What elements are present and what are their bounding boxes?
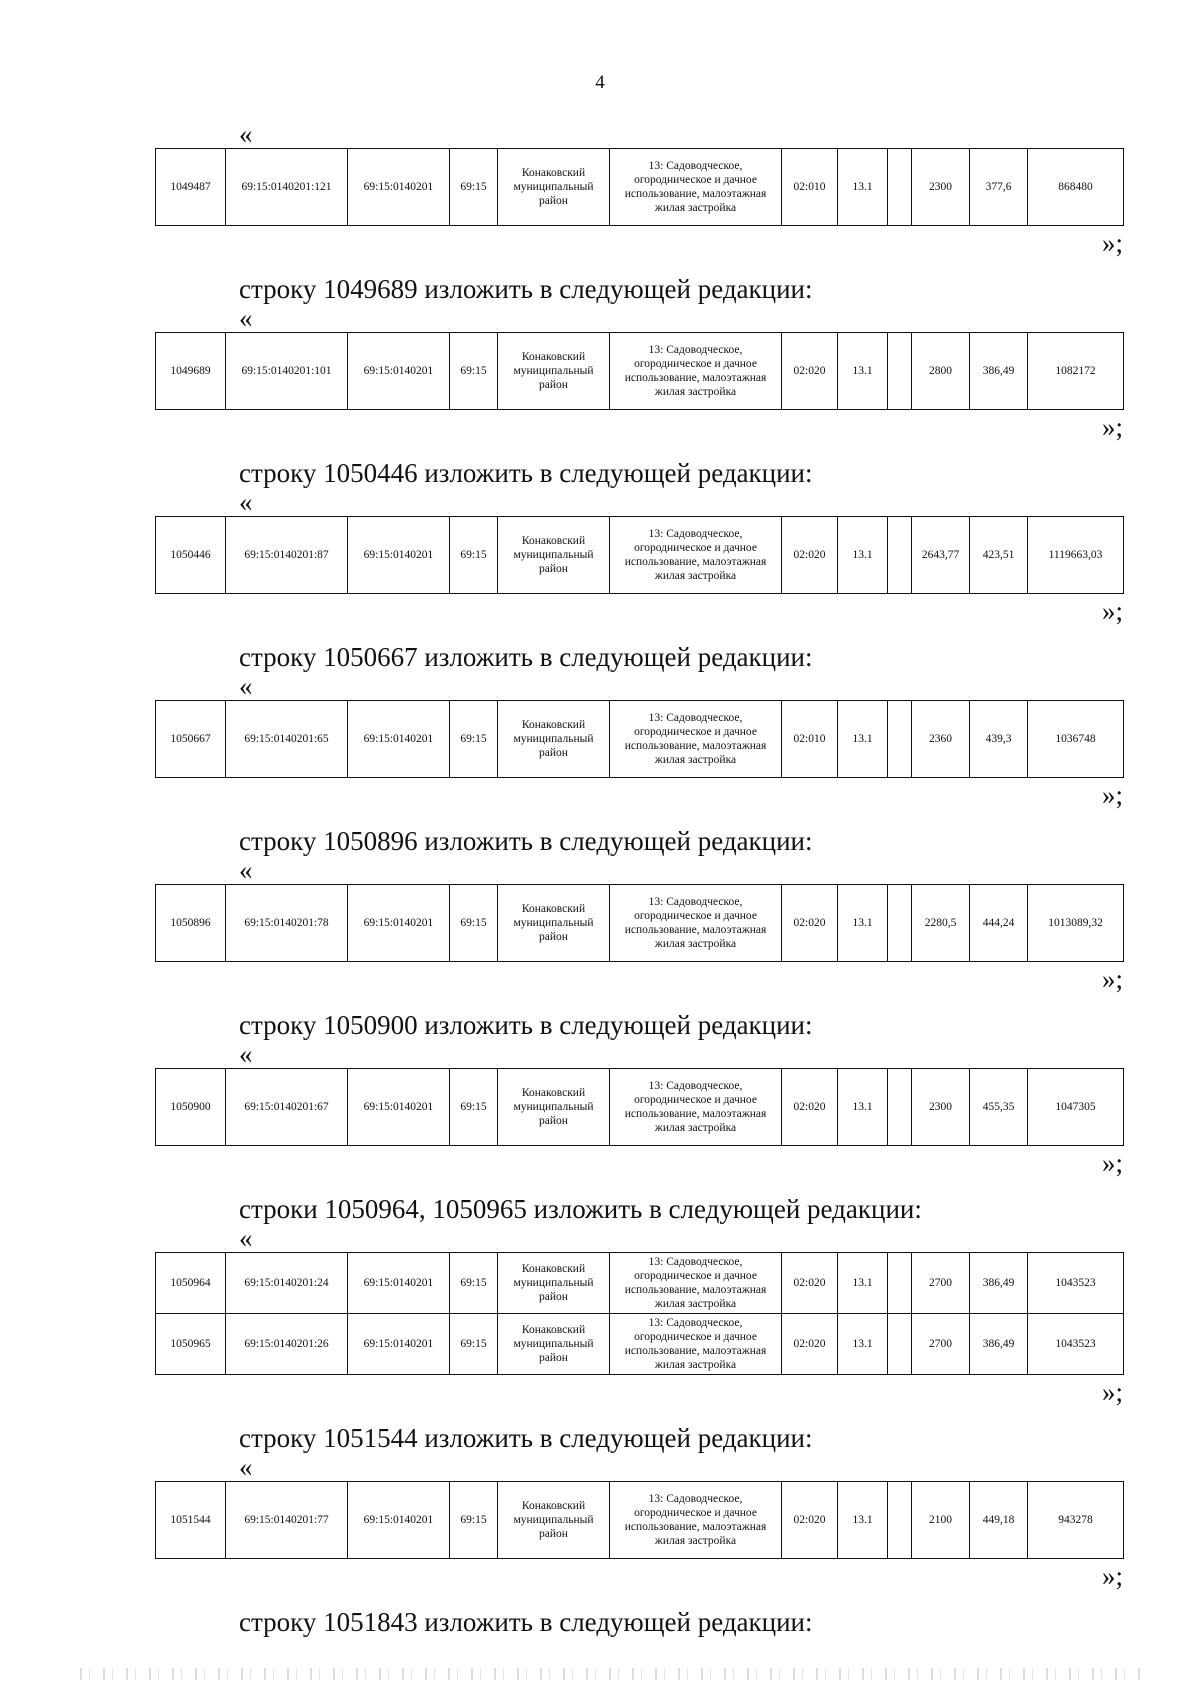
table-cell: 1050896 — [156, 885, 226, 962]
table-cell: 13.1 — [838, 149, 888, 226]
table-cell: 13: Садоводческое, огородническое и дачное использование, малоэтажная жилая застройка — [610, 1253, 782, 1314]
amendment-block — [155, 119, 1123, 258]
table-cell: 02:020 — [782, 1482, 838, 1559]
table-cell: 69:15:0140201 — [348, 1253, 450, 1314]
opening-quote: « — [239, 119, 253, 149]
table-cell: 69:15:0140201:65 — [226, 701, 348, 778]
table-cell: 13.1 — [838, 1482, 888, 1559]
table-cell: 2100 — [912, 1482, 970, 1559]
opening-quote: « — [239, 1452, 253, 1482]
table-cell: 13.1 — [838, 1069, 888, 1146]
table-cell: 2643,77 — [912, 517, 970, 594]
table-cell: 69:15:0140201:101 — [226, 333, 348, 410]
table-cell: 69:15:0140201 — [348, 701, 450, 778]
table-cell: 69:15:0140201 — [348, 885, 450, 962]
table-cell: 423,51 — [970, 517, 1028, 594]
table-row — [156, 1314, 1124, 1375]
table-cell: 2800 — [912, 333, 970, 410]
table-cell: 13.1 — [838, 517, 888, 594]
table-cell: 69:15:0140201:67 — [226, 1069, 348, 1146]
closing-quote: »; — [1101, 1148, 1123, 1178]
table-cell: 69:15:0140201 — [348, 149, 450, 226]
table-cell: 69:15:0140201:77 — [226, 1482, 348, 1559]
closing-quote: »; — [1101, 412, 1123, 442]
table-cell: 02:020 — [782, 333, 838, 410]
registry-table — [155, 1068, 1124, 1146]
table-cell: 1043523 — [1028, 1314, 1124, 1375]
table-cell: 13: Садоводческое, огородническое и дачное использование, малоэтажная жилая застройка — [610, 1314, 782, 1375]
closing-quote: »; — [1101, 1377, 1123, 1407]
table-cell: 69:15:0140201:87 — [226, 517, 348, 594]
amendment-block — [155, 824, 1123, 994]
table-cell: 2300 — [912, 149, 970, 226]
table-cell: 13.1 — [838, 1253, 888, 1314]
table-cell: 13: Садоводческое, огородническое и дачное использование, малоэтажная жилая застройка — [610, 517, 782, 594]
table-cell: 2300 — [912, 1069, 970, 1146]
table-cell: 69:15 — [450, 1253, 498, 1314]
closing-quote: »; — [1101, 228, 1123, 258]
amendment-block — [155, 456, 1123, 626]
closing-quote: »; — [1101, 780, 1123, 810]
amendment-heading: строку 1050667 изложить в следующей редакции: — [239, 642, 813, 672]
amendment-block — [155, 272, 1123, 442]
table-cell: 1043523 — [1028, 1253, 1124, 1314]
table-cell — [888, 517, 912, 594]
table-cell: 1050965 — [156, 1314, 226, 1375]
amendment-block — [155, 640, 1123, 810]
table-cell: Конаковский муниципальный район — [498, 1253, 610, 1314]
amendment-heading: строку 1049689 изложить в следующей редакции: — [239, 274, 813, 304]
table-cell: Конаковский муниципальный район — [498, 517, 610, 594]
table-cell: 02:010 — [782, 149, 838, 226]
table-cell: 13: Садоводческое, огородническое и дачное использование, малоэтажная жилая застройка — [610, 1069, 782, 1146]
document-body — [155, 119, 1123, 1639]
table-cell: 1050446 — [156, 517, 226, 594]
table-row — [156, 885, 1124, 962]
table-row — [156, 1069, 1124, 1146]
table-cell — [888, 149, 912, 226]
table-cell: 943278 — [1028, 1482, 1124, 1559]
table-cell — [888, 1482, 912, 1559]
table-cell: 02:020 — [782, 885, 838, 962]
table-cell: 1049487 — [156, 149, 226, 226]
amendment-block — [155, 1421, 1123, 1591]
opening-quote: « — [239, 1039, 253, 1069]
table-cell: 02:010 — [782, 701, 838, 778]
opening-quote: « — [239, 1223, 253, 1253]
closing-quote: »; — [1101, 1561, 1123, 1591]
table-cell: 13: Садоводческое, огородническое и дачное использование, малоэтажная жилая застройка — [610, 701, 782, 778]
table-cell: 1013089,32 — [1028, 885, 1124, 962]
table-cell: 69:15:0140201:26 — [226, 1314, 348, 1375]
table-cell: 02:020 — [782, 1069, 838, 1146]
table-cell: 444,24 — [970, 885, 1028, 962]
registry-table — [155, 1481, 1124, 1559]
table-cell: 377,6 — [970, 149, 1028, 226]
table-row — [156, 517, 1124, 594]
table-cell: 02:020 — [782, 517, 838, 594]
table-cell — [888, 1069, 912, 1146]
opening-quote: « — [239, 303, 253, 333]
opening-quote: « — [239, 487, 253, 517]
table-cell: 69:15:0140201 — [348, 1482, 450, 1559]
table-cell: 386,49 — [970, 1253, 1028, 1314]
table-cell: Конаковский муниципальный район — [498, 885, 610, 962]
table-row — [156, 1482, 1124, 1559]
table-cell: 69:15 — [450, 885, 498, 962]
registry-table — [155, 148, 1124, 226]
table-cell: 1047305 — [1028, 1069, 1124, 1146]
table-cell: 69:15:0140201:78 — [226, 885, 348, 962]
table-cell: Конаковский муниципальный район — [498, 1314, 610, 1375]
table-row — [156, 149, 1124, 226]
table-cell: 69:15 — [450, 517, 498, 594]
table-cell: 2700 — [912, 1314, 970, 1375]
table-cell: 02:020 — [782, 1314, 838, 1375]
table-cell: 2280,5 — [912, 885, 970, 962]
table-cell: Конаковский муниципальный район — [498, 333, 610, 410]
table-cell: 2700 — [912, 1253, 970, 1314]
table-cell — [888, 1314, 912, 1375]
table-row — [156, 701, 1124, 778]
table-cell: 1082172 — [1028, 333, 1124, 410]
registry-table — [155, 332, 1124, 410]
table-cell: 1050964 — [156, 1253, 226, 1314]
table-cell — [888, 701, 912, 778]
amendment-heading: строки 1050964, 1050965 изложить в следующей редакции: — [239, 1194, 922, 1224]
table-cell: 69:15 — [450, 701, 498, 778]
table-cell: 69:15 — [450, 149, 498, 226]
table-cell: Конаковский муниципальный район — [498, 1482, 610, 1559]
registry-table — [155, 516, 1124, 594]
table-cell: 13.1 — [838, 885, 888, 962]
table-row — [156, 333, 1124, 410]
registry-table — [155, 700, 1124, 778]
amendment-list — [155, 119, 1123, 1591]
table-cell: 449,18 — [970, 1482, 1028, 1559]
final-amendment-heading: строку 1051843 изложить в следующей редакции: — [239, 1607, 813, 1637]
table-cell: 13: Садоводческое, огородническое и дачное использование, малоэтажная жилая застройка — [610, 1482, 782, 1559]
table-cell: 1049689 — [156, 333, 226, 410]
table-cell: 386,49 — [970, 333, 1028, 410]
table-cell: 69:15:0140201 — [348, 517, 450, 594]
table-cell: 69:15:0140201:24 — [226, 1253, 348, 1314]
table-cell: 868480 — [1028, 149, 1124, 226]
table-cell: 1050900 — [156, 1069, 226, 1146]
table-cell: 69:15 — [450, 1482, 498, 1559]
table-cell: Конаковский муниципальный район — [498, 1069, 610, 1146]
table-cell: 455,35 — [970, 1069, 1028, 1146]
closing-quote: »; — [1101, 596, 1123, 626]
table-cell: 1051544 — [156, 1482, 226, 1559]
opening-quote: « — [239, 855, 253, 885]
page-number: 4 — [595, 72, 605, 93]
table-cell: 13.1 — [838, 701, 888, 778]
amendment-heading: строку 1050446 изложить в следующей редакции: — [239, 458, 813, 488]
table-cell — [888, 333, 912, 410]
amendment-block — [155, 1008, 1123, 1178]
amendment-heading: строку 1050900 изложить в следующей редакции: — [239, 1010, 813, 1040]
table-cell: 1050667 — [156, 701, 226, 778]
table-cell: 69:15:0140201 — [348, 333, 450, 410]
table-cell — [888, 885, 912, 962]
table-cell: Конаковский муниципальный район — [498, 149, 610, 226]
table-cell: 13: Садоводческое, огородническое и дачное использование, малоэтажная жилая застройка — [610, 149, 782, 226]
table-cell: 69:15:0140201 — [348, 1314, 450, 1375]
table-cell: 386,49 — [970, 1314, 1028, 1375]
table-cell — [888, 1253, 912, 1314]
table-cell: 13: Садоводческое, огородническое и дачное использование, малоэтажная жилая застройка — [610, 885, 782, 962]
amendment-heading: строку 1051544 изложить в следующей редакции: — [239, 1423, 813, 1453]
scan-noise — [80, 1668, 1140, 1680]
table-cell: 13.1 — [838, 1314, 888, 1375]
registry-table — [155, 1252, 1124, 1375]
amendment-block — [155, 1192, 1123, 1407]
table-cell: 69:15:0140201 — [348, 1069, 450, 1146]
table-cell: 2360 — [912, 701, 970, 778]
table-cell: 69:15:0140201:121 — [226, 149, 348, 226]
amendment-heading: строку 1050896 изложить в следующей редакции: — [239, 826, 813, 856]
table-cell: 02:020 — [782, 1253, 838, 1314]
table-cell: 69:15 — [450, 333, 498, 410]
opening-quote: « — [239, 671, 253, 701]
table-cell: 69:15 — [450, 1314, 498, 1375]
table-cell: 439,3 — [970, 701, 1028, 778]
table-cell: Конаковский муниципальный район — [498, 701, 610, 778]
table-cell: 13: Садоводческое, огородническое и дачное использование, малоэтажная жилая застройка — [610, 333, 782, 410]
registry-table — [155, 884, 1124, 962]
table-cell: 1036748 — [1028, 701, 1124, 778]
table-cell: 13.1 — [838, 333, 888, 410]
table-row — [156, 1253, 1124, 1314]
table-cell: 69:15 — [450, 1069, 498, 1146]
table-cell: 1119663,03 — [1028, 517, 1124, 594]
closing-quote: »; — [1101, 964, 1123, 994]
